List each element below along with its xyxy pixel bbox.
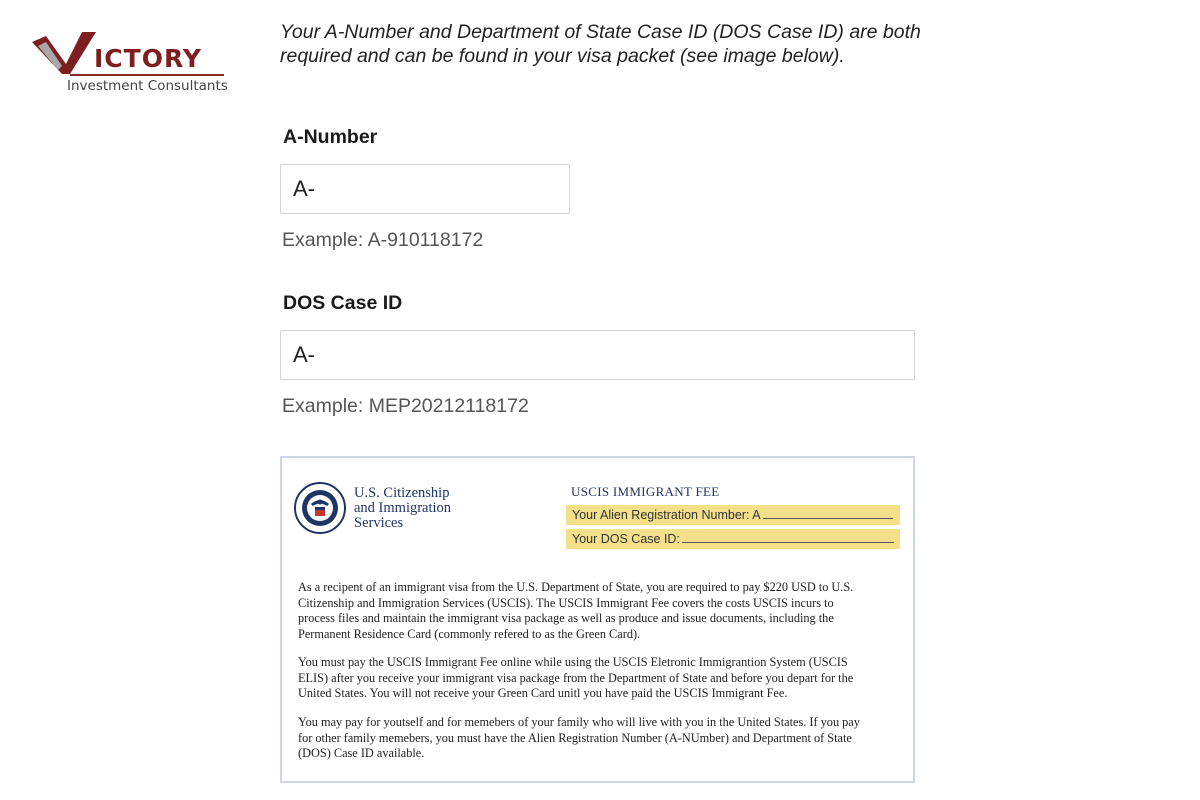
packet-paragraph-1: As a recipent of an immigrant visa from the U.S. Department of State, you are required to pay $220 USD to U.S. Citizenship and Immigration Services (USCIS). The USCIS Immigrant Fee covers the costs USCIS incurs to process files and maintain the immigrant visa package as well as produce and issue documents, including the Permanent Residence Card (commonly refered to as the Green Card). bbox=[298, 580, 854, 641]
alien-number-highlight bbox=[566, 505, 900, 525]
brand-name: ICTORY bbox=[94, 44, 202, 73]
dhs-seal-icon bbox=[294, 482, 346, 534]
agency-line-1: U.S. Citizenship bbox=[354, 485, 450, 501]
visa-packet-image bbox=[280, 456, 915, 783]
agency-line-2: and Immigration bbox=[354, 500, 452, 516]
a-number-example: Example: A-910118172 bbox=[282, 229, 484, 251]
fee-title: USCIS IMMIGRANT FEE bbox=[571, 484, 720, 499]
a-number-label: A-Number bbox=[283, 126, 378, 148]
dos-case-highlight bbox=[566, 529, 900, 549]
brand-tagline: Investment Consultants bbox=[67, 78, 228, 94]
dos-case-blank bbox=[682, 532, 894, 543]
intro-text: Your A-Number and Department of State Case ID (DOS Case ID) are both required and can be found in your visa packet (see image below). bbox=[280, 21, 921, 67]
alien-number-blank bbox=[763, 508, 893, 519]
brand-logo bbox=[32, 30, 232, 96]
packet-paragraph-3: You may pay for youtself and for memebers of your family who will live with you in the United States. If you pay for other family memebers, you must have the Alien Registration Number (A-NUmber) and Department of State (DOS) Case ID available. bbox=[298, 715, 860, 760]
agency-line-3: Services bbox=[354, 515, 404, 531]
packet-paragraph-2: You must pay the USCIS Immigrant Fee online while using the USCIS Eletronic Immigrantion System (USCIS ELIS) after you receive your immigrant visa package from the Department of State and before you depart for the United States. You will not receive your Green Card unitl you have paid the USCIS Immigrant Fee. bbox=[298, 655, 854, 700]
victory-v-logo-icon bbox=[32, 32, 96, 76]
dos-case-text: Your DOS Case ID: bbox=[572, 532, 680, 546]
dos-case-id-input[interactable] bbox=[280, 330, 915, 380]
brand-divider bbox=[70, 74, 224, 76]
a-number-input[interactable] bbox=[280, 164, 570, 214]
uscis-agency-name bbox=[354, 486, 451, 531]
alien-number-text: Your Alien Registration Number: A bbox=[572, 508, 761, 522]
dos-case-id-label: DOS Case ID bbox=[283, 292, 403, 314]
dos-case-id-example: Example: MEP20212118172 bbox=[282, 395, 529, 417]
